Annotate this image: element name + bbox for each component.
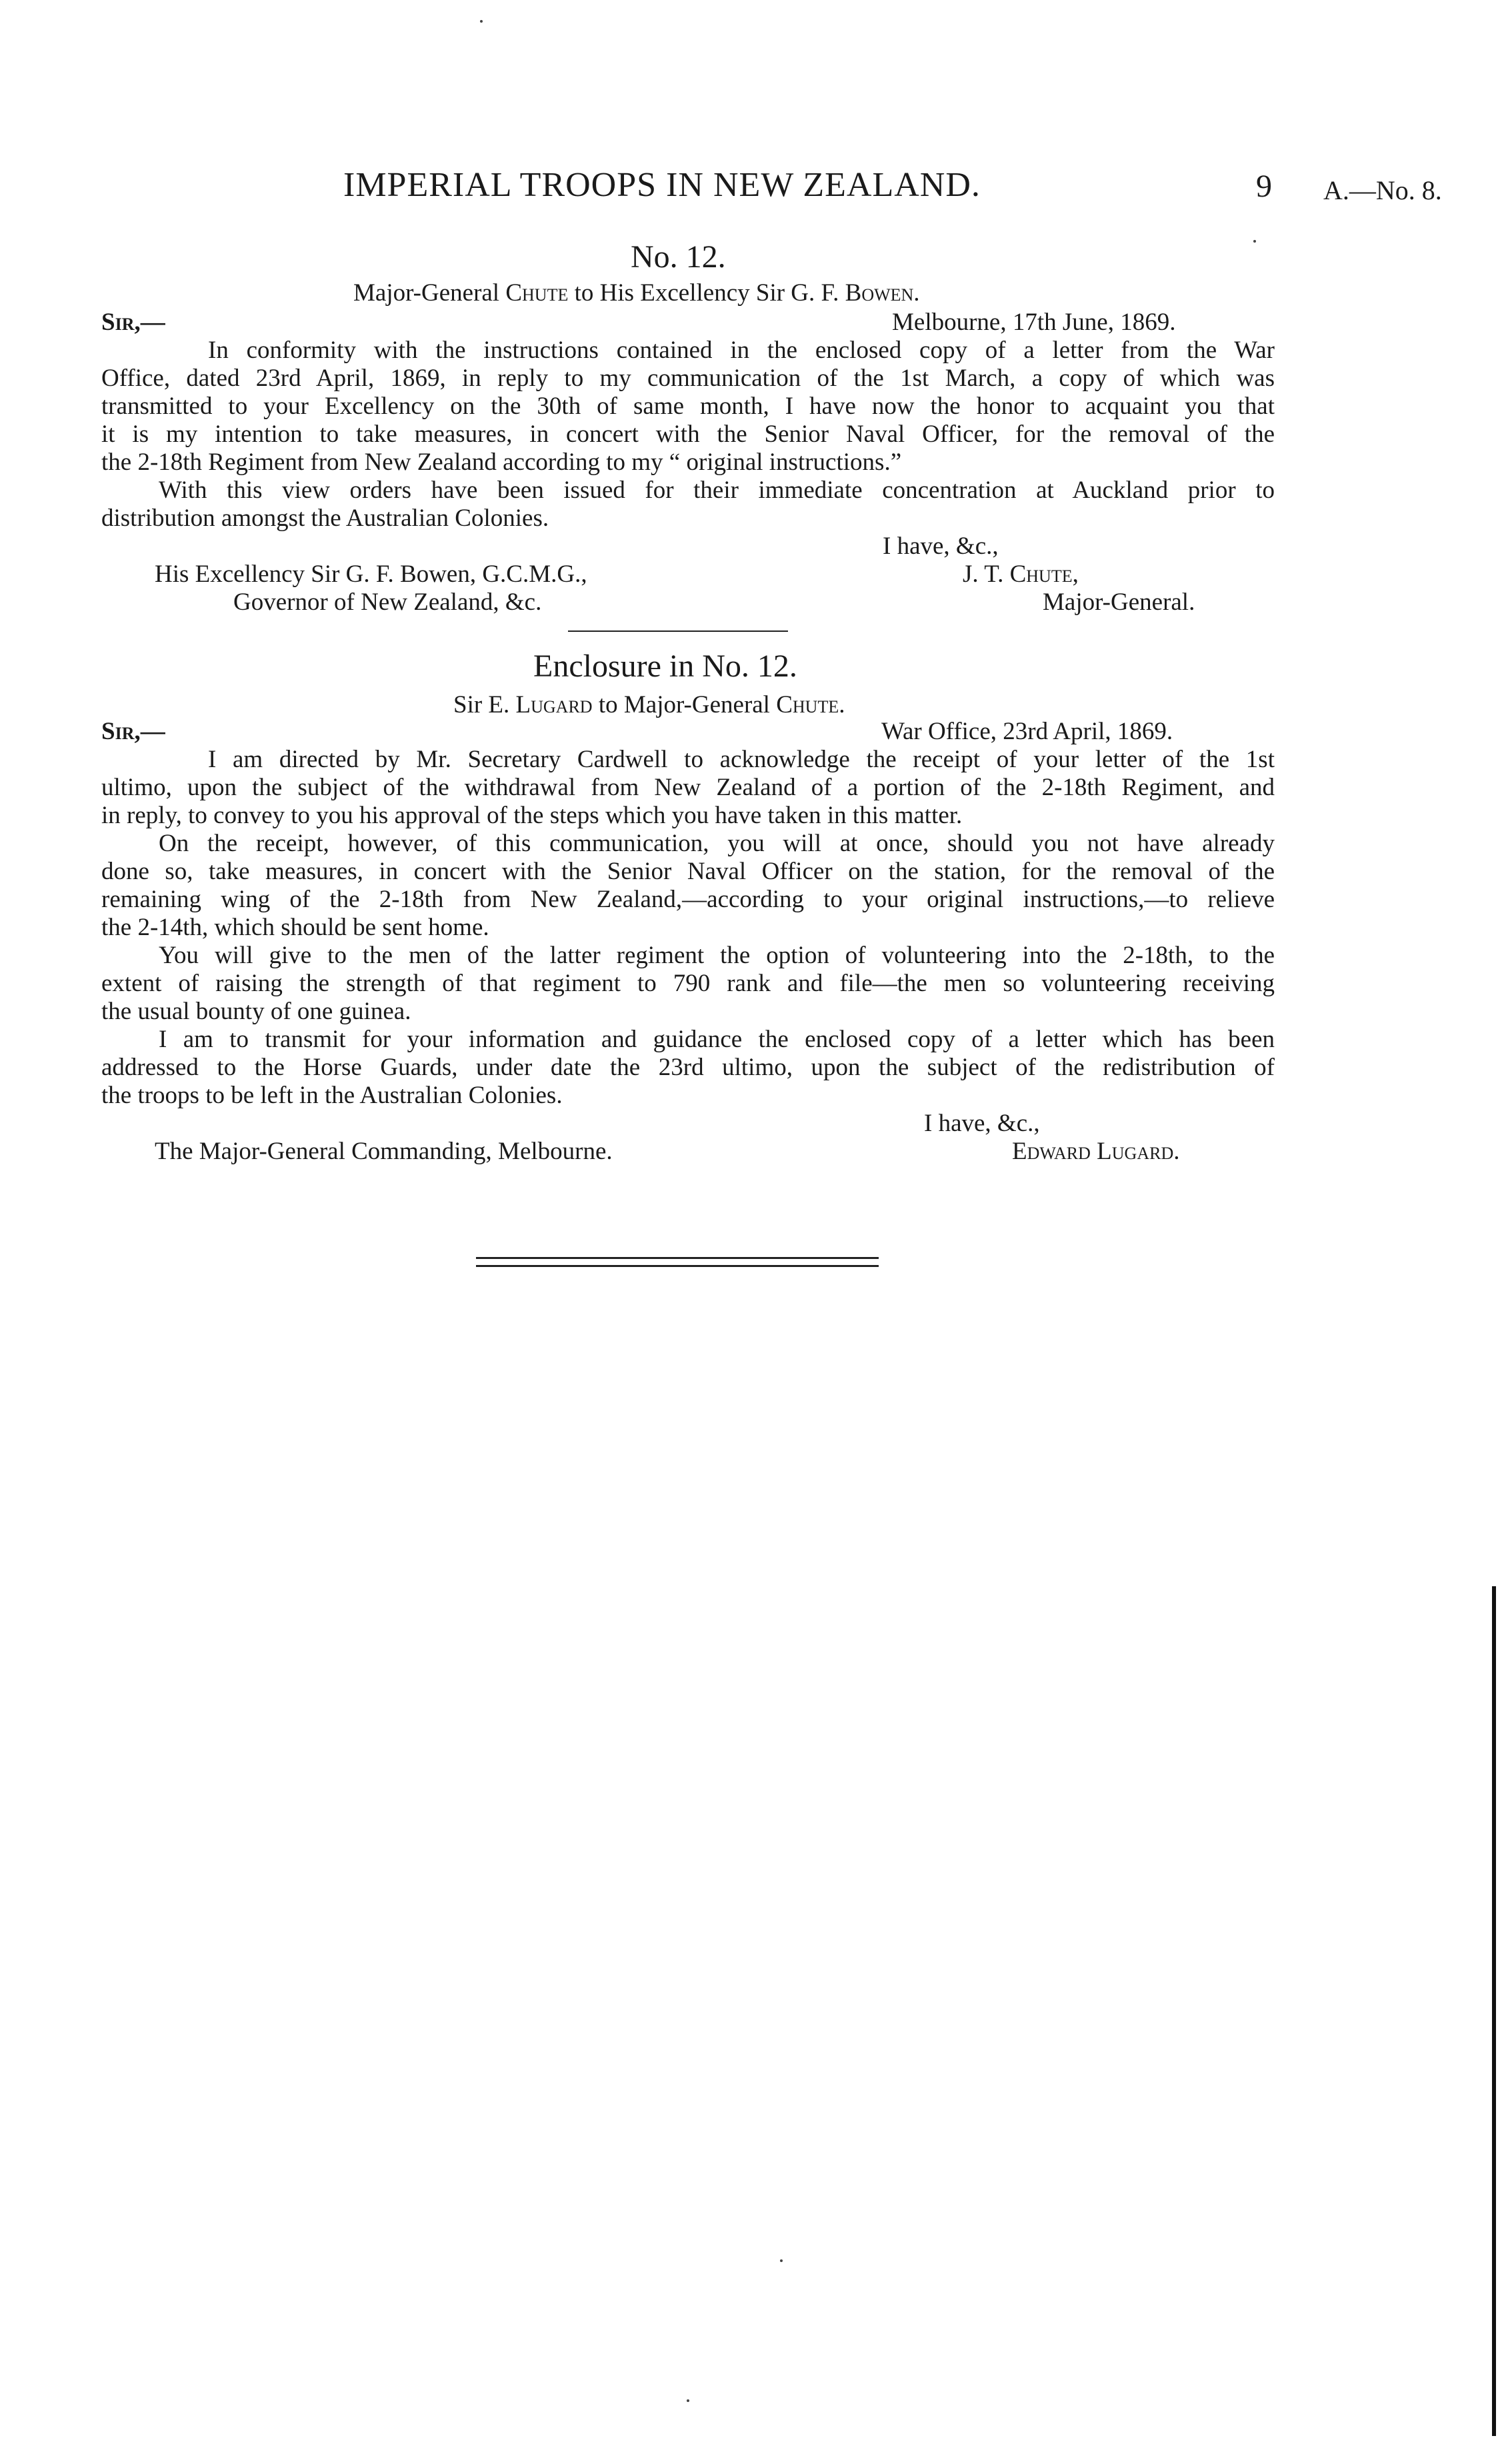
- from-to-mid: to Major-General: [598, 691, 770, 718]
- letter-addressee-2: Governor of New Zealand, &c.: [233, 589, 542, 616]
- letter-para-2-line-2: distribution amongst the Australian Colonies.: [101, 505, 549, 532]
- enclosure-heading: Enclosure in No. 12.: [533, 648, 797, 684]
- enclosure-para-2-line-3: remaining wing of the 2-18th from New Zealand,—according to your original instructions,—to relieve: [101, 886, 1275, 913]
- letter-para-2-line-1: With this view orders have been issued for their immediate concentration at Auckland prior to: [159, 477, 1275, 504]
- letter-signature-title: Major-General.: [1043, 589, 1195, 616]
- section-divider: [568, 630, 788, 632]
- sender-name: Lugard: [515, 691, 593, 718]
- enclosure-para-1-line-2: ultimo, upon the subject of the withdrawal from New Zealand of a portion of the 2-18th Regiment, and: [101, 774, 1275, 801]
- enclosure-para-2-line-2: done so, take measures, in concert with the Senior Naval Officer on the station, for the removal of the: [101, 858, 1275, 885]
- enclosure-para-3-line-3: the usual bounty of one guinea.: [101, 998, 411, 1025]
- letter-para-1-line-4: it is my intention to take measures, in concert with the Senior Naval Officer, for the removal of the: [101, 421, 1275, 448]
- letter-addressee-1: His Excellency Sir G. F. Bowen, G.C.M.G.,: [155, 561, 587, 588]
- enclosure-addressee: The Major-General Commanding, Melbourne.: [155, 1138, 613, 1165]
- scan-edge-line: [1492, 1586, 1496, 2436]
- enclosure-salutation: Sir,—: [101, 718, 165, 745]
- enclosure-para-3-line-1: You will give to the men of the latter regiment the option of volunteering into the 2-18th, to the: [159, 942, 1275, 969]
- scan-speck: [780, 2259, 783, 2262]
- from-to-pre: Sir E.: [453, 691, 510, 718]
- sender-name: Chute: [505, 279, 569, 307]
- letter-para-1-line-5: the 2-18th Regiment from New Zealand according to my “ original instructions.”: [101, 449, 902, 476]
- enclosure-signature: Edward Lugard.: [1012, 1138, 1180, 1165]
- page-number: 9: [1256, 169, 1272, 204]
- end-rule-top: [476, 1257, 879, 1259]
- scan-speck: [1253, 240, 1256, 243]
- recipient-name: Chute.: [776, 691, 845, 718]
- recipient-name: Bowen.: [845, 279, 920, 307]
- letter-closing: I have, &c.,: [883, 533, 999, 560]
- enclosure-para-4-line-1: I am to transmit for your information and guidance the enclosed copy of a letter which has been: [159, 1026, 1275, 1053]
- scan-speck: [480, 20, 483, 23]
- enclosure-from-to: [453, 690, 845, 720]
- letter-signature: J. T. Chute,: [963, 561, 1079, 588]
- enclosure-para-4-line-2: addressed to the Horse Guards, under date the 23rd ultimo, upon the subject of the redistribution of: [101, 1054, 1275, 1081]
- letter-number: No. 12.: [631, 239, 726, 275]
- enclosure-para-1-line-3: in reply, to convey to you his approval of the steps which you have taken in this matter.: [101, 802, 963, 829]
- letter-para-1-line-2: Office, dated 23rd April, 1869, in reply to my communication of the 1st March, a copy of which was: [101, 365, 1275, 392]
- letter-para-1-line-1: In conformity with the instructions contained in the enclosed copy of a letter from the War: [208, 337, 1275, 364]
- enclosure-para-1-line-1: I am directed by Mr. Secretary Cardwell to acknowledge the receipt of your letter of the 1st: [208, 746, 1275, 773]
- running-title: IMPERIAL TROOPS IN NEW ZEALAND.: [343, 166, 981, 204]
- enclosure-closing: I have, &c.,: [924, 1110, 1040, 1137]
- from-to-mid: to His Excellency Sir G. F.: [574, 279, 839, 307]
- document-reference: A.—No. 8.: [1323, 175, 1442, 205]
- from-to-pre: Major-General: [353, 279, 500, 307]
- end-rule-bottom: [476, 1265, 879, 1267]
- enclosure-place-date: War Office, 23rd April, 1869.: [881, 718, 1173, 745]
- enclosure-para-4-line-3: the troops to be left in the Australian Colonies.: [101, 1082, 563, 1109]
- letter-place-date: Melbourne, 17th June, 1869.: [892, 309, 1176, 336]
- enclosure-para-3-line-2: extent of raising the strength of that regiment to 790 rank and file—the men so volunteering receiving: [101, 970, 1275, 997]
- letter-from-to: [353, 279, 920, 308]
- letter-salutation: Sir,—: [101, 309, 165, 336]
- enclosure-para-2-line-4: the 2-14th, which should be sent home.: [101, 914, 489, 941]
- enclosure-para-2-line-1: On the receipt, however, of this communication, you will at once, should you not have already: [159, 830, 1275, 857]
- scan-speck: [687, 2399, 689, 2402]
- letter-para-1-line-3: transmitted to your Excellency on the 30th of same month, I have now the honor to acquaint you that: [101, 393, 1275, 420]
